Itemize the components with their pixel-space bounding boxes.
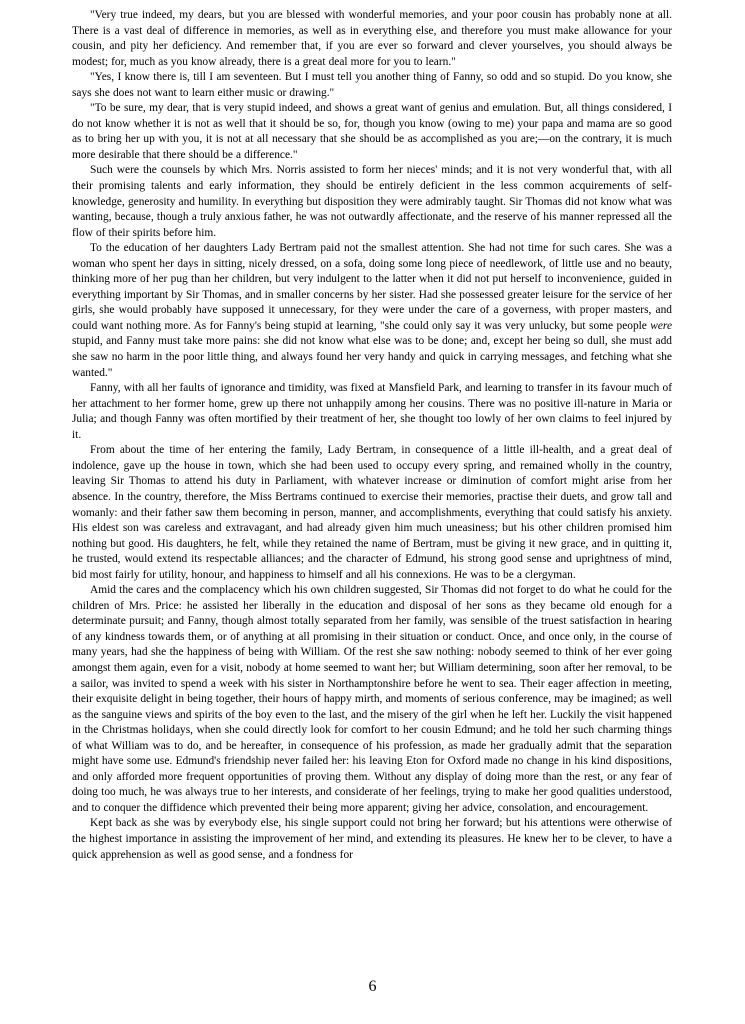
paragraph: From about the time of her entering the family, Lady Bertram, in consequence of a little ill-health, and a great deal of indolence, gave up the house in town, which she had been used to occupy every spring, and remained wholly in the country, leaving Sir Thomas to attend his duty in Parliament, with whatever increase or diminution of comfort might arise from her absence. In the country, therefore, the Miss Bertrams continued to exercise their memories, practise their duets, and grow tall and womanly: and their father saw them becoming in person, manner, and accomplishments, everything that could satisfy his anxiety. His eldest son was careless and extravagant, and had already given him much uneasiness; but his other children promised him nothing but good. His daughters, he felt, while they retained the name of Bertram, must be giving it new grace, and in quitting it, he trusted, would extend its respectable alliances; and the character of Edmund, his strong good sense and uprightness of mind, bid most fairly for utility, honour, and happiness to himself and all his connexions. He was to be a clergyman. [72,444,672,581]
paragraph: To the education of her daughters Lady Bertram paid not the smallest attention. She had not time for such cares. She was a woman who spent her days in sitting, nicely dressed, on a sofa, doing some long piece of needlework, of little use and no beauty, thinking more of her pug than her children, but very indulgent to the latter when it did not put herself to inconvenience, guided in everything important by Sir Thomas, and in smaller concerns by her sister. Had she possessed greater leisure for the service of her girls, she would probably have supposed it unnecessary, for they were under the care of a governess, with proper masters, and could want nothing more. As for Fanny's being stupid at learning, "she could only say it was very unlucky, but some people were stupid, and Fanny must take more pains: she did not know what else was to be done; and, except her being so dull, she must add she saw no harm in the poor little thing, and always found her very handy and quick in carrying messages, and fetching what she wanted." [72,242,672,379]
paragraph: Fanny, with all her faults of ignorance and timidity, was fixed at Mansfield Park, and learning to transfer in its favour much of her attachment to her former home, grew up there not unhappily among her cousins. There was no positive ill-nature in Maria or Julia; and though Fanny was often mortified by their treatment of her, she thought too lowly of her own claims to feel injured by it. [72,382,672,441]
paragraph: "Yes, I know there is, till I am seventeen. But I must tell you another thing of Fanny, so odd and so stupid. Do you know, she says she does not want to learn either music or drawing." [72,71,672,99]
paragraph: Such were the counsels by which Mrs. Norris assisted to form her nieces' minds; and it is not very wonderful that, with all their promising talents and early information, they should be entirely deficient in the less common acquirements of self-knowledge, generosity and humility. In everything but disposition they were admirably taught. Sir Thomas did not know what was wanting, because, though a truly anxious father, he was not outwardly affectionate, and the reserve of his manner repressed all the flow of their spirits before him. [72,164,672,239]
page-number: 6 [368,978,377,995]
paragraph: Kept back as she was by everybody else, his single support could not bring her forward; but his attentions were otherwise of the highest importance in assisting the improvement of her mind, and extending its pleasures. He knew her to be clever, to have a quick apprehension as well as good sense, and a fondness for [72,817,672,861]
emphasis-text: were [650,319,672,332]
paragraph: "Very true indeed, my dears, but you are blessed with wonderful memories, and your poor cousin has probably none at all. There is a vast deal of difference in memories, as well as in everything else, and therefore you must make allowance for your cousin, and pity her deficiency. And remember that, if you are ever so forward and clever yourselves, you should always be modest; for, much as you know already, there is a great deal more for you to learn." [72,9,672,68]
paragraph: "To be sure, my dear, that is very stupid indeed, and shows a great want of genius and emulation. But, all things considered, I do not know whether it is not as well that it should be so, for, though you know (owing to me) your papa and mama are so good as to bring her up with you, it is not at all necessary that she should be as accomplished as you are;—on the contrary, it is much more desirable that there should be a difference." [72,102,672,161]
paragraph: Amid the cares and the complacency which his own children suggested, Sir Thomas did not forget to do what he could for the children of Mrs. Price: he assisted her liberally in the education and disposal of her sons as they became old enough for a determinate pursuit; and Fanny, though almost totally separated from her family, was sensible of the truest satisfaction in hearing of any kindness towards them, or of anything at all promising in their situation or conduct. Once, and once only, in the course of many years, had she the happiness of being with William. Of the rest she saw nothing: nobody seemed to think of her ever going amongst them again, even for a visit, nobody at home seemed to want her; but William determining, soon after her removal, to be a sailor, was invited to spend a week with his sister in Northamptonshire before he went to sea. Their eager affection in meeting, their exquisite delight in being together, their hours of happy mirth, and moments of serious conference, may be imagined; as well as the sanguine views and spirits of the boy even to the last, and the misery of the girl when he left her. Luckily the visit happened in the Christmas holidays, when she could directly look for comfort to her cousin Edmund; and he told her such charming things of what William was to do, and be hereafter, in consequence of his profession, as made her gradually admit that the separation might have some use. Edmund's friendship never failed her: his leaving Eton for Oxford made no change in his kind dispositions, and only afforded more frequent opportunities of proving them. Without any display of doing more than the rest, or any fear of doing too much, he was always true to her interests, and considerate of her feelings, trying to make her good qualities understood, and to conquer the diffidence which prevented their being more apparent; giving her advice, consolation, and encouragement. [72,584,672,814]
body-text-block [72,8,672,863]
